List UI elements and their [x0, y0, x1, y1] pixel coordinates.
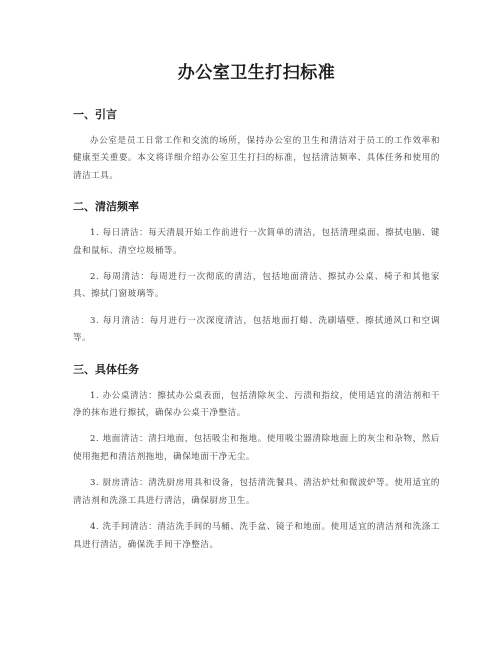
list-item: 1. 每日清洁：每天清晨开始工作前进行一次简单的清洁，包括清理桌面、擦拭电脑、键盘和鼠标、清空垃圾桶等。: [73, 228, 440, 256]
list-item: 1. 办公桌清洁：擦拭办公桌表面，包括清除灰尘、污渍和指纹，使用适宜的清洁剂和干净的抹布进行擦拭，确保办公桌干净整洁。: [73, 390, 440, 419]
document-title: 办公室卫生打扫标准: [177, 63, 336, 83]
section-heading-tasks: 三、具体任务: [73, 362, 139, 376]
introduction-paragraph: 办公室是员工日常工作和交流的场所，保持办公室的卫生和清洁对于员工的工作效率和健康至关重要。本文将详细介绍办公室卫生打扫的标准，包括清洁频率、具体任务和使用的清洁工具。: [73, 136, 440, 181]
list-item: 3. 厨房清洁：清洗厨房用具和设备，包括清洗餐具、清洁炉灶和微波炉等。使用适宜的清洁剂和洗涤工具进行清洁，确保厨房卫生。: [73, 478, 440, 506]
list-item: 3. 每月清洁：每月进行一次深度清洁，包括地面打蜡、洗刷墙壁、擦拭通风口和空调等。: [73, 315, 440, 344]
list-item: 4. 洗手间清洁：清洁洗手间的马桶、洗手盆、镜子和地面。使用适宜的清洁剂和洗涤工具进行清洁，确保洗手间干净整洁。: [73, 522, 440, 550]
list-item: 2. 每周清洁：每周进行一次彻底的清洁，包括地面清洁、擦拭办公桌、椅子和其他家具、擦拭门窗玻璃等。: [73, 272, 440, 300]
section-heading-introduction: 一、引言: [73, 108, 117, 121]
section-heading-frequency: 二、清洁频率: [73, 200, 139, 214]
list-item: 2. 地面清洁：清扫地面，包括吸尘和拖地。使用吸尘器清除地面上的灰尘和杂物，然后使用拖把和清洁剂拖地，确保地面干净无尘。: [73, 434, 440, 462]
